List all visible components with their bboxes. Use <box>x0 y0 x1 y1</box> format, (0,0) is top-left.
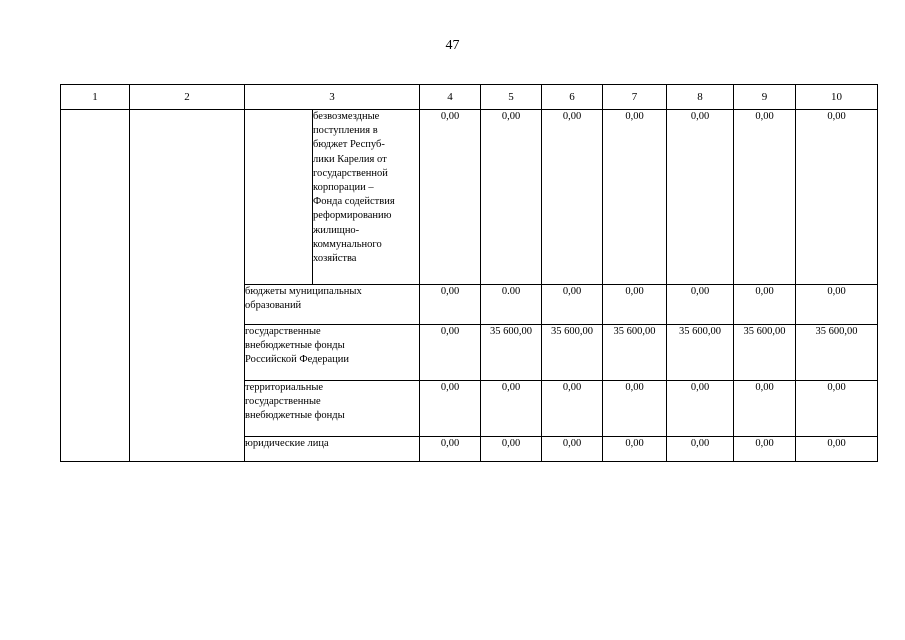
column-header: 4 <box>420 85 481 110</box>
budget-table <box>60 84 878 462</box>
value-cell: 0,00 <box>734 110 796 285</box>
value-cell: 0,00 <box>667 285 734 325</box>
value-cell: 0,00 <box>481 437 542 462</box>
value-cell: 35 600,00 <box>542 325 603 381</box>
column-header: 2 <box>130 85 245 110</box>
value-cell: 0,00 <box>420 110 481 285</box>
value-cell: 0,00 <box>603 381 667 437</box>
column-header: 6 <box>542 85 603 110</box>
value-cell: 0,00 <box>481 381 542 437</box>
table-row <box>61 110 878 285</box>
page-number: 47 <box>445 38 460 53</box>
value-cell: 35 600,00 <box>796 325 878 381</box>
value-cell: 0,00 <box>667 437 734 462</box>
funding-source-label: юридические лица <box>245 437 420 462</box>
value-cell: 35 600,00 <box>734 325 796 381</box>
value-cell: 0,00 <box>542 110 603 285</box>
value-cell: 35 600,00 <box>603 325 667 381</box>
value-cell: 0,00 <box>796 110 878 285</box>
value-cell: 0,00 <box>734 437 796 462</box>
value-cell: 0,00 <box>481 110 542 285</box>
value-cell: 0,00 <box>420 437 481 462</box>
value-cell: 0,00 <box>734 285 796 325</box>
column-header: 9 <box>734 85 796 110</box>
value-cell: 0,00 <box>603 437 667 462</box>
value-cell: 0,00 <box>734 381 796 437</box>
funding-source-label: бюджеты муниципальных образований <box>245 285 420 325</box>
column-header: 7 <box>603 85 667 110</box>
column-header: 10 <box>796 85 878 110</box>
column-header: 5 <box>481 85 542 110</box>
value-cell: 0,00 <box>667 381 734 437</box>
table-header-row <box>61 85 878 110</box>
funding-source-label: территориальные государственные внебюджетные фонды <box>245 381 420 437</box>
funding-source-label: безвозмездные поступления в бюджет Респуб- лики Карелия от государственной корпорации – Фонда содействия реформированию жилищно- коммунального хозяйства <box>313 110 420 285</box>
column-header: 1 <box>61 85 130 110</box>
value-cell: 0.00 <box>481 285 542 325</box>
value-cell: 0,00 <box>796 285 878 325</box>
value-cell: 35 600,00 <box>667 325 734 381</box>
value-cell: 0,00 <box>603 110 667 285</box>
value-cell: 0,00 <box>667 110 734 285</box>
empty-cell <box>130 110 245 462</box>
empty-cell <box>61 110 130 462</box>
value-cell: 0,00 <box>542 285 603 325</box>
empty-cell <box>245 110 313 285</box>
value-cell: 0,00 <box>796 437 878 462</box>
column-header: 3 <box>245 85 420 110</box>
value-cell: 0,00 <box>542 437 603 462</box>
funding-source-label: государственные внебюджетные фонды Российской Федерации <box>245 325 420 381</box>
value-cell: 0,00 <box>796 381 878 437</box>
value-cell: 35 600,00 <box>481 325 542 381</box>
value-cell: 0,00 <box>420 285 481 325</box>
value-cell: 0,00 <box>420 325 481 381</box>
column-header: 8 <box>667 85 734 110</box>
value-cell: 0,00 <box>542 381 603 437</box>
value-cell: 0,00 <box>603 285 667 325</box>
value-cell: 0,00 <box>420 381 481 437</box>
